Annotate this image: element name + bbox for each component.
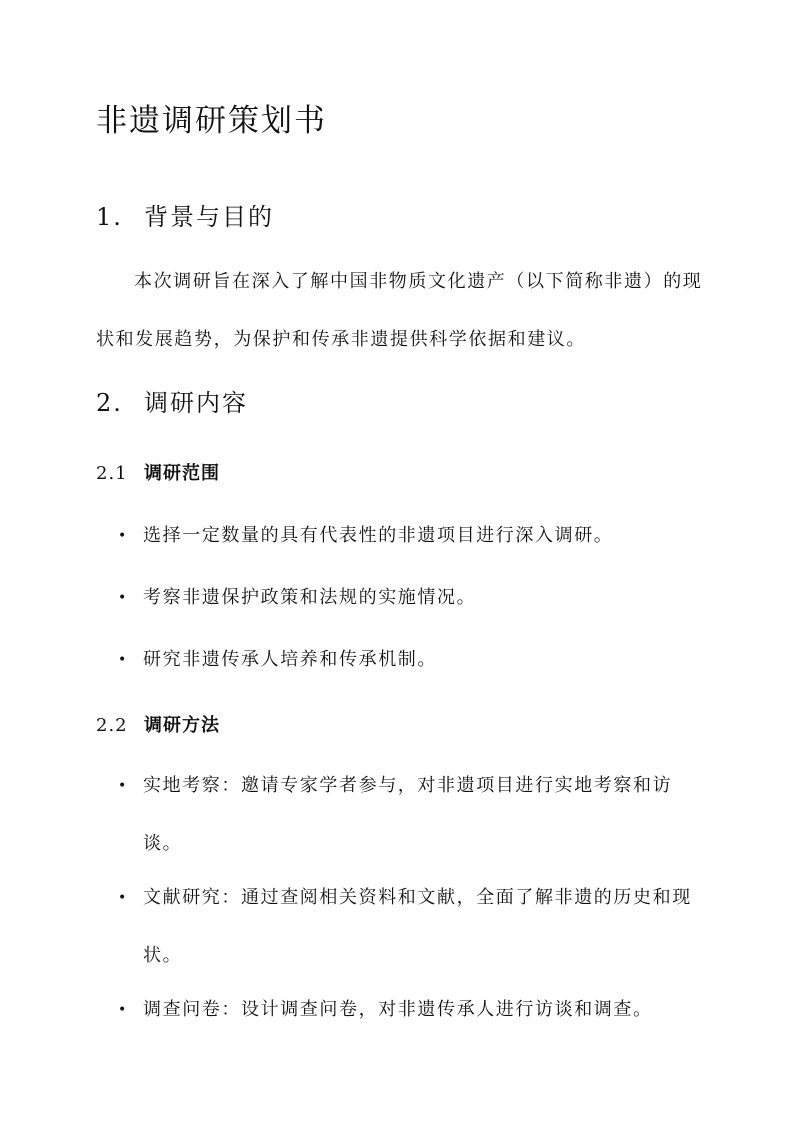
subsection-heading-scope bbox=[96, 459, 220, 485]
subsection-number: 2.1 bbox=[96, 463, 128, 484]
section-title: 背景与目的 bbox=[144, 203, 274, 231]
bullet-icon: • bbox=[118, 590, 128, 606]
bullet-icon: • bbox=[118, 890, 128, 906]
list-item bbox=[118, 757, 708, 873]
subsection-number: 2.2 bbox=[96, 715, 128, 736]
list-item-text: 研究非遗传承人培养和传承机制。 bbox=[143, 649, 437, 670]
subsection-title: 调研范围 bbox=[144, 463, 220, 484]
list-item-text: 调查问卷：设计调查问卷，对非遗传承人进行访谈和调查。 bbox=[143, 999, 653, 1020]
list-item-text: 考察非遗保护政策和法规的实施情况。 bbox=[143, 587, 477, 608]
list-item bbox=[118, 631, 708, 689]
section-heading-background bbox=[96, 197, 274, 232]
list-item bbox=[118, 981, 708, 1039]
list-item-text: 文献研究：通过查阅相关资料和文献，全面了解非遗的历史和现状。 bbox=[143, 887, 692, 966]
subsection-heading-methods bbox=[96, 711, 220, 737]
page-title: 非遗调研策划书 bbox=[96, 103, 327, 139]
list-item bbox=[118, 869, 708, 985]
bullet-icon: • bbox=[118, 1002, 128, 1018]
list-item bbox=[118, 569, 708, 627]
subsection-title: 调研方法 bbox=[144, 715, 220, 736]
section-number: 2. bbox=[96, 389, 123, 417]
section-title: 调研内容 bbox=[144, 389, 248, 417]
list-item bbox=[118, 507, 708, 565]
list-item-text: 选择一定数量的具有代表性的非遗项目进行深入调研。 bbox=[143, 525, 614, 546]
bullet-icon: • bbox=[118, 652, 128, 668]
background-paragraph: 本次调研旨在深入了解中国非物质文化遗产（以下简称非遗）的现状和发展趋势，为保护和传承非遗提供科学依据和建议。 bbox=[96, 271, 703, 350]
section-heading-content bbox=[96, 383, 248, 418]
bullet-icon: • bbox=[118, 778, 128, 794]
bullet-icon: • bbox=[118, 528, 128, 544]
section-number: 1. bbox=[96, 203, 123, 231]
list-item-text: 实地考察：邀请专家学者参与，对非遗项目进行实地考察和访谈。 bbox=[143, 775, 673, 854]
